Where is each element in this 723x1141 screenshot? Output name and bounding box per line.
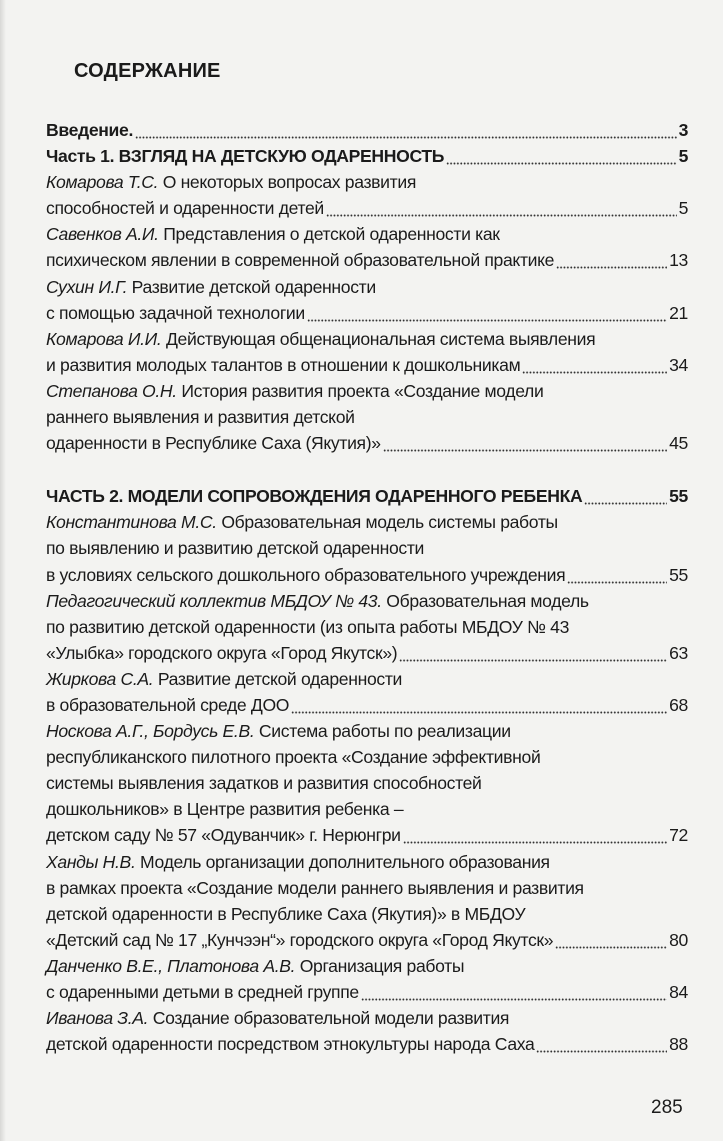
dot-leader xyxy=(307,300,667,326)
entry-title-text: системы выявления задатков и развития способностей xyxy=(46,773,482,794)
toc-line-text xyxy=(46,274,376,300)
author-name: Комарова Т.С. xyxy=(46,172,159,193)
toc-entry xyxy=(46,169,688,221)
toc-line xyxy=(46,562,688,588)
entry-title-text: детском саду № 57 «Одуванчик» г. Нерюнгри xyxy=(46,825,401,846)
toc-line xyxy=(46,195,688,221)
author-name: Савенков А.И. xyxy=(46,224,159,245)
toc-line-text xyxy=(46,195,324,221)
entry-title-text: ЧАСТЬ 2. МОДЕЛИ СОПРОВОЖДЕНИЯ ОДАРЕННОГО РЕБЕНКА xyxy=(46,486,583,507)
toc-line xyxy=(46,875,688,901)
toc-line-text xyxy=(46,666,402,692)
toc-entry xyxy=(46,849,688,953)
toc-line xyxy=(46,718,688,744)
toc-line xyxy=(46,143,688,169)
entry-title-text: детской одаренности посредством этнокультуры народа Саха xyxy=(46,1034,535,1055)
toc-line-text xyxy=(46,483,582,509)
entry-title-text: в рамках проекта «Создание модели раннего выявления и развития xyxy=(46,877,584,898)
toc-line xyxy=(46,666,688,692)
toc-line-text xyxy=(46,744,540,770)
entry-title-text: Образовательная модель системы работы xyxy=(216,512,558,533)
toc-line-text xyxy=(46,117,133,143)
toc-line-text xyxy=(46,849,550,875)
entry-title-text: способностей и одаренности детей xyxy=(46,198,324,219)
toc-line-text xyxy=(46,588,589,614)
entry-title-text: и развития молодых талантов в отношении к дошкольникам xyxy=(46,354,521,375)
entry-title-text: Введение. xyxy=(46,120,133,140)
toc-line-text xyxy=(46,430,381,456)
entry-title-text: «Улыбка» городского округа «Город Якутск») xyxy=(46,642,398,663)
page-reference: 3 xyxy=(678,120,688,140)
toc-entry xyxy=(46,274,688,326)
toc-entry xyxy=(46,666,688,718)
entry-title-text: Образовательная модель xyxy=(381,590,589,611)
toc-line xyxy=(46,352,688,378)
toc-line xyxy=(46,221,688,247)
page-reference: 72 xyxy=(669,825,688,846)
toc-line-text xyxy=(46,901,525,927)
page-reference: 88 xyxy=(669,1034,688,1055)
toc-line xyxy=(46,849,688,875)
page-reference: 55 xyxy=(669,564,688,585)
toc-line xyxy=(46,588,688,614)
toc-line xyxy=(46,614,688,640)
toc-line xyxy=(46,1031,688,1057)
entry-title-text: по выявлению и развитию детской одаренности xyxy=(46,538,425,559)
entry-title-text: дошкольников» в Центре развития ребенка – xyxy=(46,799,404,820)
author-name: Комарова И.И. xyxy=(46,328,162,349)
dot-leader xyxy=(556,247,667,273)
dot-leader xyxy=(361,979,667,1005)
page-reference: 80 xyxy=(669,929,688,950)
toc-entry xyxy=(46,1005,688,1057)
toc-line-text xyxy=(46,143,444,169)
toc-line-text xyxy=(46,404,355,430)
page-reference: 5 xyxy=(678,146,688,167)
entry-title-text: Часть 1. ВЗГЛЯД НА ДЕТСКУЮ ОДАРЕННОСТЬ xyxy=(46,146,445,167)
toc-line xyxy=(46,927,688,953)
toc-line-text xyxy=(46,1005,509,1031)
entry-title-text: «Детский сад № 17 „Кунчээн“» городского округа «Город Якутск» xyxy=(46,929,554,950)
toc-entry xyxy=(46,326,688,378)
toc-line xyxy=(46,117,688,143)
entry-title-text: Организация работы xyxy=(295,955,465,976)
toc-line-text xyxy=(46,509,558,535)
toc-line-text xyxy=(46,953,464,979)
entry-title-text: в образовательной среде ДОО xyxy=(46,694,290,715)
toc-line-text xyxy=(46,300,305,326)
page-number: 285 xyxy=(651,1097,683,1118)
toc-line-text xyxy=(46,352,520,378)
dot-leader xyxy=(326,195,677,221)
page-reference: 45 xyxy=(669,433,688,454)
toc-line-text xyxy=(46,718,511,744)
entry-title-text: Создание образовательной модели развития xyxy=(148,1008,510,1029)
author-name: Носкова А.Г., Бордусь Е.В. xyxy=(46,721,255,742)
toc-entry xyxy=(46,221,688,273)
toc-line xyxy=(46,822,688,848)
toc-line-text xyxy=(46,169,416,195)
toc-line xyxy=(46,326,688,352)
toc-line xyxy=(46,770,688,796)
toc-line-text xyxy=(46,247,554,273)
entry-title-text: в условиях сельского дошкольного образовательного учреждения xyxy=(46,564,566,585)
entry-title-text: с помощью задачной технологии xyxy=(46,302,305,323)
toc-line-text xyxy=(46,378,543,404)
dot-leader xyxy=(522,352,667,378)
toc-line-text xyxy=(46,1031,534,1057)
entry-title-text: Действующая общенациональная система выявления xyxy=(161,328,596,349)
page-reference: 34 xyxy=(669,354,688,375)
toc-line-text xyxy=(46,535,424,561)
page-title: СОДЕРЖАНИЕ xyxy=(74,60,221,82)
entry-title-text: Развитие детской одаренности xyxy=(153,668,403,689)
entry-title-text: Модель организации дополнительного образования xyxy=(135,851,550,872)
toc-section-heading xyxy=(46,143,688,169)
page-edge-shadow xyxy=(0,0,6,1141)
toc-entry xyxy=(46,509,688,587)
toc-section-heading xyxy=(46,117,688,143)
author-name: Константинова М.С. xyxy=(46,512,217,533)
dot-leader xyxy=(403,822,668,848)
toc-entry xyxy=(46,378,688,456)
toc-line xyxy=(46,901,688,927)
toc-line-text xyxy=(46,221,500,247)
entry-title-text: республиканского пилотного проекта «Создание эффективной xyxy=(46,747,541,768)
toc-entry xyxy=(46,588,688,666)
toc-line xyxy=(46,483,688,509)
toc-line xyxy=(46,744,688,770)
toc-line-text xyxy=(46,562,565,588)
page-reference: 63 xyxy=(669,642,688,663)
toc-line xyxy=(46,247,688,273)
entry-title-text: История развития проекта «Создание модели xyxy=(176,380,544,401)
toc-line-text xyxy=(46,326,595,352)
author-name: Степанова О.Н. xyxy=(46,380,177,401)
author-name: Сухин И.Г. xyxy=(46,276,128,297)
author-name: Ханды Н.В. xyxy=(46,851,136,872)
toc-line xyxy=(46,692,688,718)
dot-leader xyxy=(446,143,677,169)
toc-section-heading xyxy=(46,483,688,509)
dot-leader xyxy=(536,1031,667,1057)
page-reference: 21 xyxy=(669,302,688,323)
dot-leader xyxy=(383,430,667,456)
entry-title-text: с одаренными детьми в средней группе xyxy=(46,982,359,1002)
toc-line-text xyxy=(46,927,553,953)
entry-title-text: Развитие детской одаренности xyxy=(127,276,376,297)
toc-line-text xyxy=(46,614,569,640)
toc-line xyxy=(46,274,688,300)
page-reference: 5 xyxy=(678,198,688,219)
page-reference: 55 xyxy=(669,486,688,507)
dot-leader xyxy=(399,640,667,666)
dot-leader xyxy=(567,562,667,588)
toc-line xyxy=(46,640,688,666)
table-of-contents xyxy=(46,117,688,1057)
toc-line-text xyxy=(46,692,289,718)
toc-line xyxy=(46,430,688,456)
entry-title-text: Система работы по реализации xyxy=(254,721,511,742)
author-name: Иванова З.А. xyxy=(46,1008,149,1029)
dot-leader xyxy=(135,117,677,143)
toc-line xyxy=(46,404,688,430)
dot-leader xyxy=(555,927,667,953)
entry-title-text: раннего выявления и развития детской xyxy=(46,407,355,428)
section-spacer xyxy=(46,456,688,483)
author-name: Жиркова С.А. xyxy=(46,668,154,689)
toc-line xyxy=(46,378,688,404)
toc-line xyxy=(46,169,688,195)
dot-leader xyxy=(584,483,667,509)
toc-line xyxy=(46,300,688,326)
toc-line-text xyxy=(46,875,584,901)
toc-line xyxy=(46,796,688,822)
dot-leader xyxy=(291,692,667,718)
entry-title-text: О некоторых вопросах развития xyxy=(158,172,416,193)
toc-line-text xyxy=(46,770,482,796)
toc-entry xyxy=(46,953,688,1005)
author-name: Данченко В.Е., Платонова А.В. xyxy=(46,955,296,976)
toc-line xyxy=(46,953,688,979)
entry-title-text: одаренности в Республике Саха (Якутия)» xyxy=(46,433,381,454)
entry-title-text: психическом явлении в современной образовательной практике xyxy=(46,250,555,271)
page-reference: 84 xyxy=(669,982,688,1002)
page-reference: 13 xyxy=(669,250,688,271)
entry-title-text: детской одаренности в Республике Саха (Якутия)» в МБДОУ xyxy=(46,903,526,924)
toc-line xyxy=(46,1005,688,1031)
toc-line-text xyxy=(46,822,401,848)
page-reference: 68 xyxy=(669,694,688,715)
toc-line xyxy=(46,979,688,1005)
toc-line xyxy=(46,535,688,561)
toc-entry xyxy=(46,718,688,848)
entry-title-text: по развитию детской одаренности (из опыта работы МБДОУ № 43 xyxy=(46,616,570,637)
toc-line-text xyxy=(46,979,359,1005)
toc-line-text xyxy=(46,640,397,666)
author-name: Педагогический коллектив МБДОУ № 43. xyxy=(46,590,382,611)
toc-line xyxy=(46,509,688,535)
entry-title-text: Представления о детской одаренности как xyxy=(158,224,500,245)
toc-line-text xyxy=(46,796,403,822)
